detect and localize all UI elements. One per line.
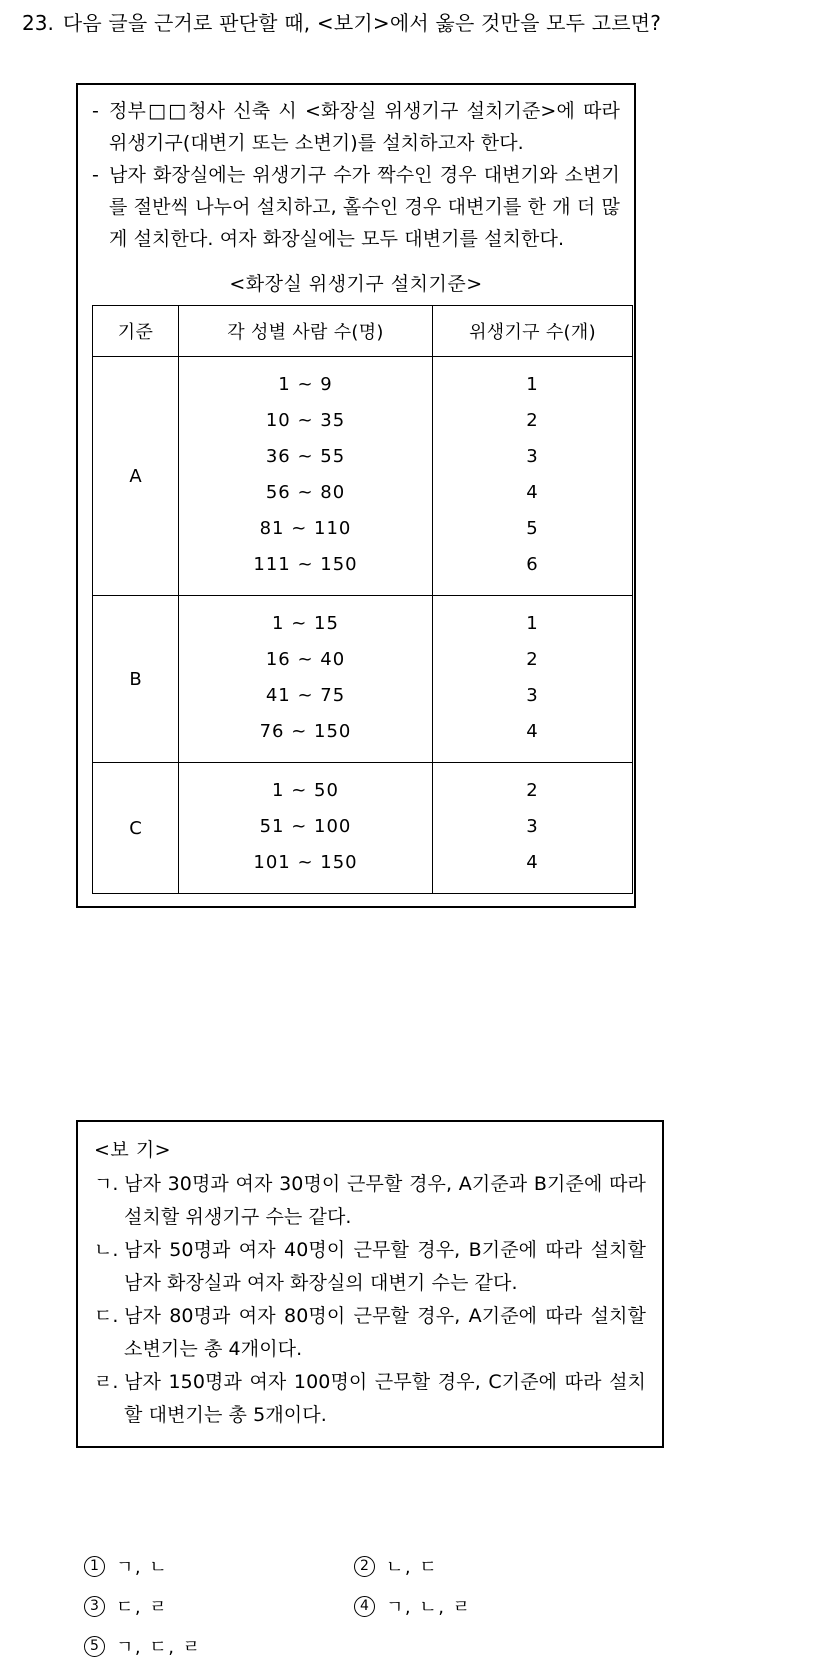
range-value: 76 ~ 150 [259, 721, 352, 742]
count-value: 3 [526, 446, 539, 467]
range-cell-a [179, 357, 433, 596]
bullet-dash-icon: - [92, 164, 99, 186]
range-value: 81 ~ 110 [259, 518, 352, 539]
choice-number-circle: 4 [354, 1596, 375, 1617]
count-value: 3 [526, 685, 539, 706]
count-cell-b [433, 596, 633, 763]
table-row [93, 763, 633, 894]
answer-choice-2[interactable] [354, 1553, 624, 1579]
bogi-title: <보 기> [94, 1139, 172, 1161]
passage-bullet [92, 159, 620, 255]
table-title: <화장실 위생기구 설치기준> [229, 273, 483, 295]
question-text: 다음 글을 근거로 판단할 때, <보기>에서 옳은 것만을 모두 고르면? [62, 11, 662, 35]
table-row [93, 357, 633, 596]
choice-label: ㄱ, ㄴ [116, 1557, 169, 1578]
count-value: 6 [526, 554, 539, 575]
bogi-item-text: 남자 150명과 여자 100명이 근무할 경우, C기준에 따라 설치할 대변기는 총 5개이다. [124, 1371, 646, 1426]
range-value: 101 ~ 150 [253, 852, 358, 873]
count-value: 2 [526, 410, 539, 431]
count-cell-a [433, 357, 633, 596]
bogi-item-2 [94, 1234, 646, 1300]
sanitary-fixture-standard-table [92, 305, 633, 894]
passage-bullet-text: 정부□□청사 신축 시 <화장실 위생기구 설치기준>에 따라 위생기구(대변기 또는 소변기)를 설치하고자 한다. [109, 100, 620, 154]
bogi-marker: ㄹ. [94, 1371, 119, 1393]
range-value: 1 ~ 9 [278, 374, 333, 395]
count-value: 2 [526, 649, 539, 670]
choice-number-circle: 5 [84, 1636, 105, 1657]
bogi-marker: ㄴ. [94, 1239, 119, 1261]
choice-number-circle: 2 [354, 1556, 375, 1577]
choice-label: ㄷ, ㄹ [116, 1597, 169, 1618]
bogi-item-1 [94, 1168, 646, 1234]
answer-choice-3[interactable] [84, 1593, 354, 1619]
answer-choice-5[interactable] [84, 1633, 354, 1659]
criterion-label-a: A [93, 357, 179, 596]
passage-bullet-text: 남자 화장실에는 위생기구 수가 짝수인 경우 대변기와 소변기를 절반씩 나누어 설치하고, 홀수인 경우 대변기를 한 개 더 많게 설치한다. 여자 화장실에는 모두 대변기를 설치한다. [109, 164, 620, 250]
count-value: 4 [526, 721, 539, 742]
choice-row [84, 1553, 704, 1579]
passage-box [76, 83, 636, 908]
choice-label: ㄴ, ㄷ [386, 1557, 439, 1578]
count-value: 4 [526, 482, 539, 503]
range-value: 36 ~ 55 [265, 446, 346, 467]
range-value: 41 ~ 75 [265, 685, 346, 706]
range-value: 1 ~ 15 [272, 613, 339, 634]
count-cell-c [433, 763, 633, 894]
range-cell-b [179, 596, 433, 763]
answer-choices [84, 1553, 704, 1673]
range-value: 56 ~ 80 [265, 482, 346, 503]
bogi-marker: ㄱ. [94, 1173, 119, 1195]
table-header-row [93, 306, 633, 357]
bogi-marker: ㄷ. [94, 1305, 119, 1327]
bullet-dash-icon: - [92, 100, 99, 122]
choice-label: ㄱ, ㄴ, ㄹ [386, 1597, 472, 1618]
passage-bullet [92, 95, 620, 159]
choice-row [84, 1593, 704, 1619]
table-header-people-count: 각 성별 사람 수(명) [179, 306, 433, 357]
bogi-item-text: 남자 50명과 여자 40명이 근무할 경우, B기준에 따라 설치할 남자 화장실과 여자 화장실의 대변기 수는 같다. [124, 1239, 646, 1294]
choice-number-circle: 3 [84, 1596, 105, 1617]
range-cell-c [179, 763, 433, 894]
choice-row [84, 1633, 704, 1659]
count-value: 1 [526, 613, 539, 634]
bogi-item-3 [94, 1300, 646, 1366]
choice-label: ㄱ, ㄷ, ㄹ [116, 1637, 202, 1658]
answer-choice-1[interactable] [84, 1553, 354, 1579]
choice-number-circle: 1 [84, 1556, 105, 1577]
range-value: 16 ~ 40 [265, 649, 346, 670]
range-value: 111 ~ 150 [253, 554, 358, 575]
bogi-item-4 [94, 1366, 646, 1432]
count-value: 2 [526, 780, 539, 801]
criterion-label-b: B [93, 596, 179, 763]
question-number: 23. [22, 11, 54, 35]
table-header-criterion: 기준 [93, 306, 179, 357]
bogi-box [76, 1120, 664, 1448]
table-header-fixture-count: 위생기구 수(개) [433, 306, 633, 357]
count-value: 4 [526, 852, 539, 873]
count-value: 1 [526, 374, 539, 395]
answer-choice-4[interactable] [354, 1593, 624, 1619]
range-value: 1 ~ 50 [272, 780, 339, 801]
range-value: 51 ~ 100 [259, 816, 352, 837]
count-value: 3 [526, 816, 539, 837]
bogi-item-text: 남자 80명과 여자 80명이 근무할 경우, A기준에 따라 설치할 소변기는 총 4개이다. [124, 1305, 646, 1360]
criterion-label-c: C [93, 763, 179, 894]
range-value: 10 ~ 35 [265, 410, 346, 431]
bogi-item-text: 남자 30명과 여자 30명이 근무할 경우, A기준과 B기준에 따라 설치할 위생기구 수는 같다. [124, 1173, 646, 1228]
count-value: 5 [526, 518, 539, 539]
table-row [93, 596, 633, 763]
question-stem [22, 8, 722, 39]
